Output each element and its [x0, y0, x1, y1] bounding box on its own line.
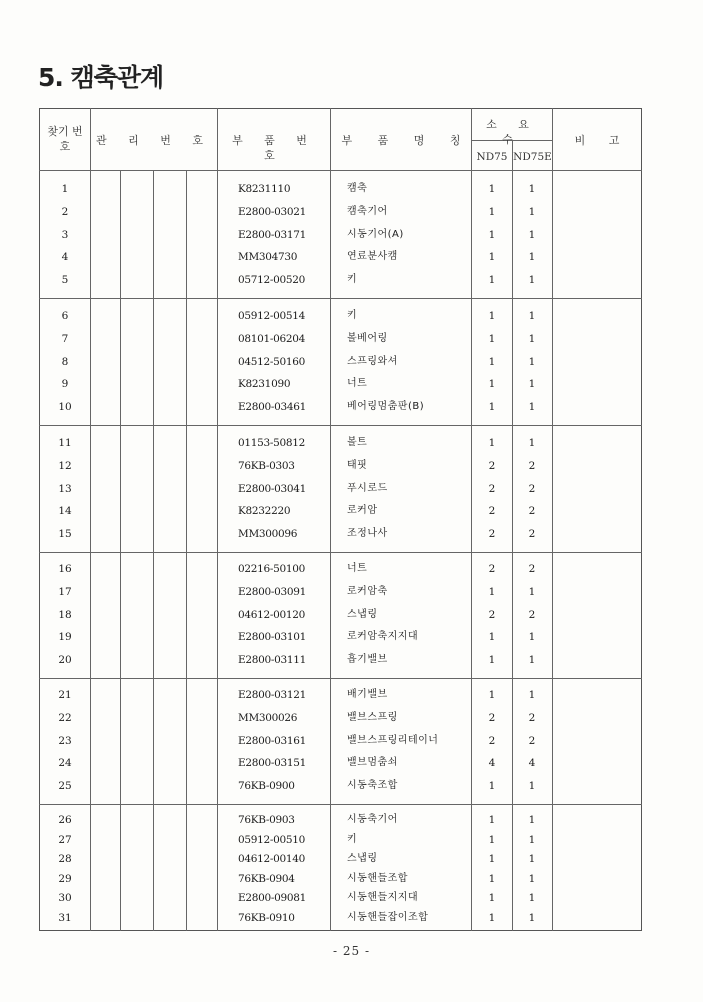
qty-nd75e: 1 [528, 205, 536, 218]
qty-nd75: 1 [488, 378, 496, 391]
qty-nd75e: 1 [528, 251, 536, 264]
qty-nd75e: 1 [528, 654, 536, 667]
part-number: E2800-03111 [238, 654, 307, 667]
header-mgmt-no: 관 리 번 호 [96, 134, 212, 147]
part-name: 키 [347, 833, 358, 845]
row-number: 10 [58, 401, 72, 414]
row-number: 5 [61, 274, 69, 287]
qty-nd75e: 1 [528, 911, 536, 924]
part-name: 밸브멈춤쇠 [347, 757, 398, 769]
part-number: E2800-03021 [238, 205, 307, 218]
part-name: 로커암축지지대 [347, 631, 419, 643]
part-name: 캠축기어 [347, 205, 388, 217]
part-name: 볼베어링 [347, 332, 388, 344]
qty-nd75e: 1 [528, 401, 536, 414]
qty-nd75: 1 [488, 183, 496, 195]
row-number: 9 [61, 378, 69, 391]
row-number: 29 [58, 872, 72, 885]
col-divider [552, 108, 553, 931]
part-number: 04512-50160 [238, 355, 306, 368]
group-divider [39, 804, 642, 805]
qty-nd75e: 1 [528, 183, 536, 195]
part-number: E2800-03151 [238, 757, 307, 770]
part-number: E2800-03161 [238, 734, 307, 747]
group-divider [39, 678, 642, 679]
part-name: 키 [347, 274, 358, 286]
qty-nd75e: 2 [528, 459, 536, 472]
qty-nd75: 1 [488, 814, 496, 826]
row-number: 30 [58, 892, 72, 904]
qty-nd75e: 1 [528, 853, 536, 865]
part-number: 04612-00120 [238, 608, 306, 621]
row-number: 22 [58, 711, 72, 724]
qty-nd75: 1 [488, 355, 496, 368]
qty-nd75: 1 [488, 833, 496, 846]
part-name: 스프링와셔 [347, 355, 398, 367]
qty-nd75: 1 [488, 437, 496, 449]
group-divider [39, 552, 642, 553]
header-qty-nd75e: ND75E [513, 151, 552, 163]
qty-nd75e: 1 [528, 585, 536, 598]
qty-nd75e: 2 [528, 711, 536, 724]
part-number: 01153-50812 [238, 437, 306, 449]
qty-nd75e: 1 [528, 780, 536, 793]
row-number: 20 [58, 654, 72, 667]
row-number: 3 [61, 228, 69, 241]
row-number: 17 [58, 585, 72, 598]
row-number: 19 [58, 631, 72, 644]
group-divider [39, 298, 642, 299]
qty-nd75e: 1 [528, 274, 536, 287]
col-divider [186, 170, 187, 931]
part-name: 스냅링 [347, 608, 378, 620]
part-number: E2800-03091 [238, 585, 307, 598]
qty-nd75: 1 [488, 274, 496, 287]
part-number: 76KB-0303 [238, 459, 295, 472]
header-no: 찾기 번호 [47, 125, 83, 153]
part-number: 76KB-0904 [238, 872, 295, 885]
part-name: 시동핸들지지대 [347, 892, 419, 903]
col-divider [90, 108, 91, 931]
row-number: 21 [58, 689, 72, 701]
qty-nd75: 1 [488, 892, 496, 904]
qty-nd75e: 2 [528, 563, 536, 575]
qty-nd75: 2 [488, 608, 496, 621]
row-number: 23 [58, 734, 72, 747]
part-number: MM300026 [238, 711, 298, 724]
qty-nd75: 2 [488, 505, 496, 518]
col-divider [153, 170, 154, 931]
qty-nd75: 2 [488, 459, 496, 472]
row-number: 24 [58, 757, 72, 770]
qty-nd75: 1 [488, 689, 496, 701]
qty-nd75e: 2 [528, 734, 536, 747]
part-name: 시동핸들조합 [347, 872, 408, 884]
col-divider [120, 170, 121, 931]
part-name: 로커암 [347, 505, 378, 517]
part-name: 밸브스프링 [347, 711, 398, 723]
header-qty-nd75: ND75 [476, 151, 508, 163]
qty-nd75: 1 [488, 310, 496, 322]
qty-nd75e: 1 [528, 689, 536, 701]
part-number: 02216-50100 [238, 563, 306, 575]
group-divider [39, 425, 642, 426]
qty-nd75e: 2 [528, 608, 536, 621]
part-number: 05912-00510 [238, 833, 306, 846]
qty-nd75: 1 [488, 654, 496, 667]
qty-nd75: 1 [488, 585, 496, 598]
qty-nd75e: 2 [528, 528, 536, 541]
qty-nd75: 2 [488, 734, 496, 747]
qty-nd75e: 1 [528, 814, 536, 826]
row-number: 25 [58, 780, 72, 793]
qty-nd75e: 1 [528, 355, 536, 368]
qty-nd75: 1 [488, 780, 496, 793]
qty-nd75: 1 [488, 332, 496, 345]
part-name: 조정나사 [347, 528, 388, 540]
part-name: 키 [347, 310, 358, 321]
qty-nd75: 2 [488, 711, 496, 724]
header-part-name: 부 품 명 칭 [341, 134, 461, 147]
part-number: 05712-00520 [238, 274, 306, 287]
part-name: 흡기밸브 [347, 654, 388, 666]
part-name: 시동축기어 [347, 814, 398, 825]
part-name: 연료분사캠 [347, 251, 398, 263]
col-divider [217, 108, 218, 931]
part-number: E2800-03171 [238, 228, 307, 241]
header-qty: 소 요 수 [486, 118, 538, 146]
part-name: 푸시로드 [347, 482, 388, 494]
part-number: 08101-06204 [238, 332, 306, 345]
qty-nd75e: 1 [528, 631, 536, 644]
qty-nd75: 1 [488, 228, 496, 241]
qty-nd75e: 2 [528, 505, 536, 518]
qty-nd75: 2 [488, 563, 496, 575]
qty-nd75: 1 [488, 205, 496, 218]
qty-nd75e: 1 [528, 872, 536, 885]
part-number: E2800-09081 [238, 892, 307, 904]
part-name: 밸브스프링리테이너 [347, 734, 439, 746]
qty-nd75: 2 [488, 528, 496, 541]
row-number: 28 [58, 853, 72, 865]
qty-nd75e: 1 [528, 378, 536, 391]
part-number: 05912-00514 [238, 310, 306, 322]
part-name: 시동축조합 [347, 780, 398, 792]
part-name: 로커암축 [347, 585, 388, 597]
page-number: - 25 - [332, 944, 370, 958]
row-number: 27 [58, 833, 72, 846]
qty-nd75e: 1 [528, 228, 536, 241]
qty-nd75e: 1 [528, 892, 536, 904]
row-number: 26 [58, 814, 72, 826]
row-number: 12 [58, 459, 72, 472]
part-number: K8231090 [238, 378, 291, 391]
row-number: 14 [58, 505, 72, 518]
qty-nd75: 1 [488, 872, 496, 885]
part-number: E2800-03041 [238, 482, 307, 495]
header-bottom-line [39, 170, 642, 171]
part-name: 시동핸들잡이조합 [347, 911, 429, 923]
part-number: 76KB-0903 [238, 814, 295, 826]
part-number: MM300096 [238, 528, 298, 541]
qty-nd75e: 4 [528, 757, 536, 770]
page-title: 5. 캠축관계 [38, 63, 164, 92]
part-number: 76KB-0910 [238, 911, 295, 924]
row-number: 7 [61, 332, 69, 345]
qty-nd75: 1 [488, 401, 496, 414]
row-number: 16 [58, 563, 72, 575]
row-number: 8 [61, 355, 69, 368]
header-part-no: 부 품 번 호 [232, 134, 316, 162]
part-name: 태핏 [347, 459, 368, 471]
qty-nd75e: 1 [528, 332, 536, 345]
row-number: 18 [58, 608, 72, 621]
qty-nd75e: 1 [528, 437, 536, 449]
part-name: 스냅링 [347, 853, 378, 864]
part-name: 배기밸브 [347, 689, 388, 700]
part-name: 너트 [347, 378, 368, 390]
part-number: K8231110 [238, 183, 291, 195]
qty-nd75: 2 [488, 482, 496, 495]
qty-nd75: 1 [488, 631, 496, 644]
part-name: 너트 [347, 563, 368, 574]
part-number: E2800-03101 [238, 631, 307, 644]
qty-nd75: 1 [488, 251, 496, 264]
qty-nd75: 1 [488, 911, 496, 924]
qty-nd75e: 1 [528, 833, 536, 846]
part-number: E2800-03121 [238, 689, 307, 701]
row-number: 1 [61, 183, 69, 195]
part-name: 베어링멈춤판(B) [347, 401, 425, 413]
row-number: 31 [58, 911, 72, 924]
part-number: 76KB-0900 [238, 780, 295, 793]
row-number: 11 [58, 437, 72, 449]
qty-nd75: 1 [488, 853, 496, 865]
part-number: 04612-00140 [238, 853, 306, 865]
row-number: 6 [61, 310, 69, 322]
row-number: 15 [58, 528, 72, 541]
part-name: 볼트 [347, 437, 368, 448]
col-divider [330, 108, 331, 931]
qty-nd75e: 1 [528, 310, 536, 322]
row-number: 13 [58, 482, 72, 495]
row-number: 4 [61, 251, 69, 264]
part-number: E2800-03461 [238, 401, 307, 414]
part-number: K8232220 [238, 505, 291, 518]
part-name: 캠축 [347, 183, 368, 194]
part-number: MM304730 [238, 251, 298, 264]
row-number: 2 [61, 205, 69, 218]
header-remarks: 비 고 [574, 134, 620, 147]
part-name: 시동기어(A) [347, 228, 404, 240]
qty-nd75: 4 [488, 757, 496, 770]
qty-nd75e: 2 [528, 482, 536, 495]
